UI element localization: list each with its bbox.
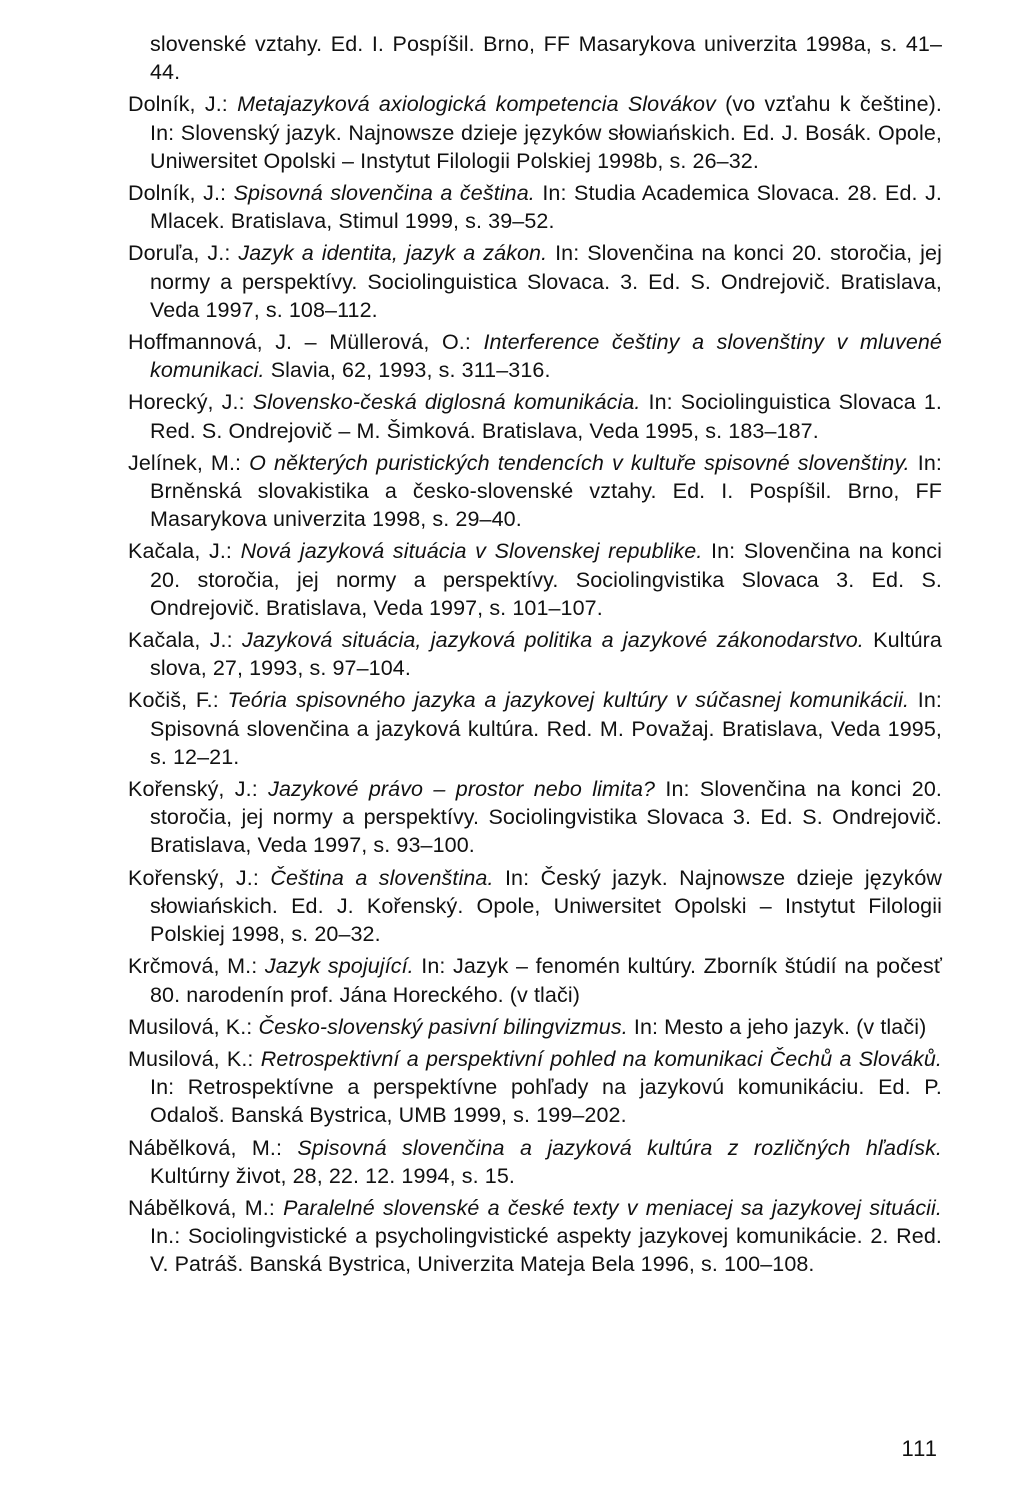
entry-title: Retrospektivní a perspektivní pohled na komunikaci Čechů a Slováků. (260, 1046, 942, 1071)
entry-author: Musilová, K.: (128, 1014, 259, 1039)
entry-title: Jazyk a identita, jazyk a zákon. (238, 241, 548, 266)
entry-details: In: Studia Academica Slovaca. 28. Ed. J. Mlacek. Bratislava, Stimul 1999, s. 39–52. (150, 181, 943, 234)
entry-author: Dolník, J.: (128, 181, 234, 206)
bibliography-entry (128, 1194, 942, 1279)
bibliography-entry (128, 388, 942, 444)
entry-title: Jazykové právo – prostor nebo limita? (268, 777, 656, 802)
entry-details: In: Jazyk – fenomén kultúry. Zborník štúdií na počesť 80. narodenín prof. Jána Horeckého. (v tlači) (150, 954, 942, 1007)
entry-details: Slavia, 62, 1993, s. 311–316. (264, 358, 551, 383)
entry-author: Dolník, J.: (128, 92, 238, 117)
entry-title: Spisovná slovenčina a jazyková kultúra z rozličných hľadísk. (297, 1135, 943, 1160)
entry-details: In: Sociolinguistica Slovaca 1. Red. S. Ondrejovič – M. Šimková. Bratislava, Veda 1995, s. 183–187. (150, 390, 942, 443)
page-number: 111 (901, 1436, 938, 1461)
entry-title: Čeština a slovenština. (270, 865, 494, 890)
entry-author: Kořenský, J.: (128, 865, 271, 890)
entry-author: Musilová, K.: (128, 1046, 261, 1071)
entry-title: Slovensko-česká diglosná komunikácia. (252, 390, 641, 415)
bibliography-entry (128, 239, 942, 324)
entry-author: Doruľa, J.: (128, 241, 239, 266)
entry-details: In: Brněnská slovakistika a česko-slovenské vztahy. Ed. I. Pospíšil. Brno, FF Masarykova univerzita 1998, s. 29–40. (150, 450, 942, 532)
entry-title: Nová jazyková situácia v Slovenskej republike. (240, 539, 703, 564)
entry-author: Nábělková, M.: (128, 1135, 298, 1160)
entry-author: Krčmová, M.: (128, 954, 265, 979)
entry-title: Jazyk spojující. (264, 954, 414, 979)
entry-details: In: Spisovná slovenčina a jazyková kultúra. Red. M. Považaj. Bratislava, Veda 1995, s. 12–21. (150, 688, 942, 769)
entry-title: Interference češtiny a slovenštiny v mluvené komunikaci. (150, 330, 942, 383)
bibliography-entry (128, 1013, 942, 1041)
entry-details: In: Český jazyk. Najnowsze dzieje języków słowiańskich. Ed. J. Kořenský. Opole, Uniwersitet Opolski – Instytut Filologii Polskiej 1998, s. 20–32. (150, 865, 943, 947)
bibliography-entry (128, 537, 942, 622)
entry-title: Teória spisovného jazyka a jazykovej kultúry v súčasnej komunikácii. (227, 688, 910, 713)
entry-title: Česko-slovenský pasivní bilingvizmus. (258, 1014, 628, 1039)
entry-title: Metajazyková axiologická kompetencia Slovákov (237, 92, 716, 117)
entry-title: O některých puristických tendencích v kultuře spisovné slovenštiny. (249, 450, 910, 475)
entry-author: Kačala, J.: (128, 628, 243, 653)
entry-details: Kultúrny život, 28, 22. 12. 1994, s. 15. (150, 1163, 515, 1188)
bibliography-entry (128, 328, 942, 384)
entry-author: Horecký, J.: (128, 390, 253, 415)
entry-details: In: Retrospektívne a perspektívne pohľady na jazykovú komunikáciu. Ed. P. Odaloš. Banská Bystrica, UMB 1999, s. 199–202. (150, 1075, 942, 1128)
entry-details: In: Slovenčina na konci 20. storočia, jej normy a perspektívy. Sociolingvistika Slovaca 3. Ed. S. Ondrejovič. Bratislava, Veda 1997, s. 101–107. (150, 539, 943, 620)
entry-title: Jazyková situácia, jazyková politika a jazykové zákonodarstvo. (242, 628, 864, 653)
entry-title: Paralelné slovenské a české texty v meniacej sa jazykovej situácii. (283, 1195, 942, 1220)
entry-details: (vo vzťahu k češtine). In: Slovenský jazyk. Najnowsze dzieje języków słowiańskich. Ed. J. Bosák. Opole, Uniwersitet Opolski – Instytut Filologii Polskiej 1998b, s. 26–32. (150, 92, 942, 173)
bibliography-entry (128, 686, 942, 771)
entry-author: Kořenský, J.: (128, 777, 269, 802)
bibliography-entry (128, 626, 942, 682)
bibliography-entry (128, 952, 942, 1008)
bibliography-entry (128, 30, 942, 86)
bibliography-list (128, 30, 942, 1279)
entry-author: Hoffmannová, J. – Müllerová, O.: (128, 330, 484, 355)
bibliography-entry (128, 179, 942, 235)
entry-author: Nábělková, M.: (128, 1195, 284, 1220)
entry-details: slovenské vztahy. Ed. I. Pospíšil. Brno, FF Masarykova univerzita 1998a, s. 41–44. (150, 32, 942, 85)
entry-title: Spisovná slovenčina a čeština. (233, 181, 535, 206)
entry-author: Kačala, J.: (128, 539, 241, 564)
entry-author: Jelínek, M.: (128, 450, 250, 475)
bibliography-entry (128, 1045, 942, 1130)
bibliography-entry (128, 775, 942, 860)
entry-details: In: Slovenčina na konci 20. storočia, jej normy a perspektívy. Sociolingvistika Slovaca 3. Ed. S. Ondrejovič. Bratislava, Veda 1997, s. 93–100. (150, 777, 942, 858)
entry-author: Kočiš, F.: (128, 688, 228, 713)
entry-details: In: Slovenčina na konci 20. storočia, jej normy a perspektívy. Sociolinguistica Slovaca. 3. Ed. S. Ondrejovič. Bratislava, Veda 1997, s. 108–112. (150, 241, 942, 322)
entry-details: Kultúra slova, 27, 1993, s. 97–104. (150, 628, 942, 681)
bibliography-entry (128, 90, 942, 175)
entry-details: In.: Sociolingvistické a psycholingvistické aspekty jazykovej komunikácie. 2. Red. V. Patráš. Banská Bystrica, Univerzita Mateja Bela 1996, s. 100–108. (150, 1224, 942, 1277)
bibliography-entry (128, 864, 942, 949)
bibliography-entry (128, 449, 942, 534)
bibliography-entry (128, 1134, 942, 1190)
entry-details: In: Mesto a jeho jazyk. (v tlači) (627, 1014, 927, 1039)
